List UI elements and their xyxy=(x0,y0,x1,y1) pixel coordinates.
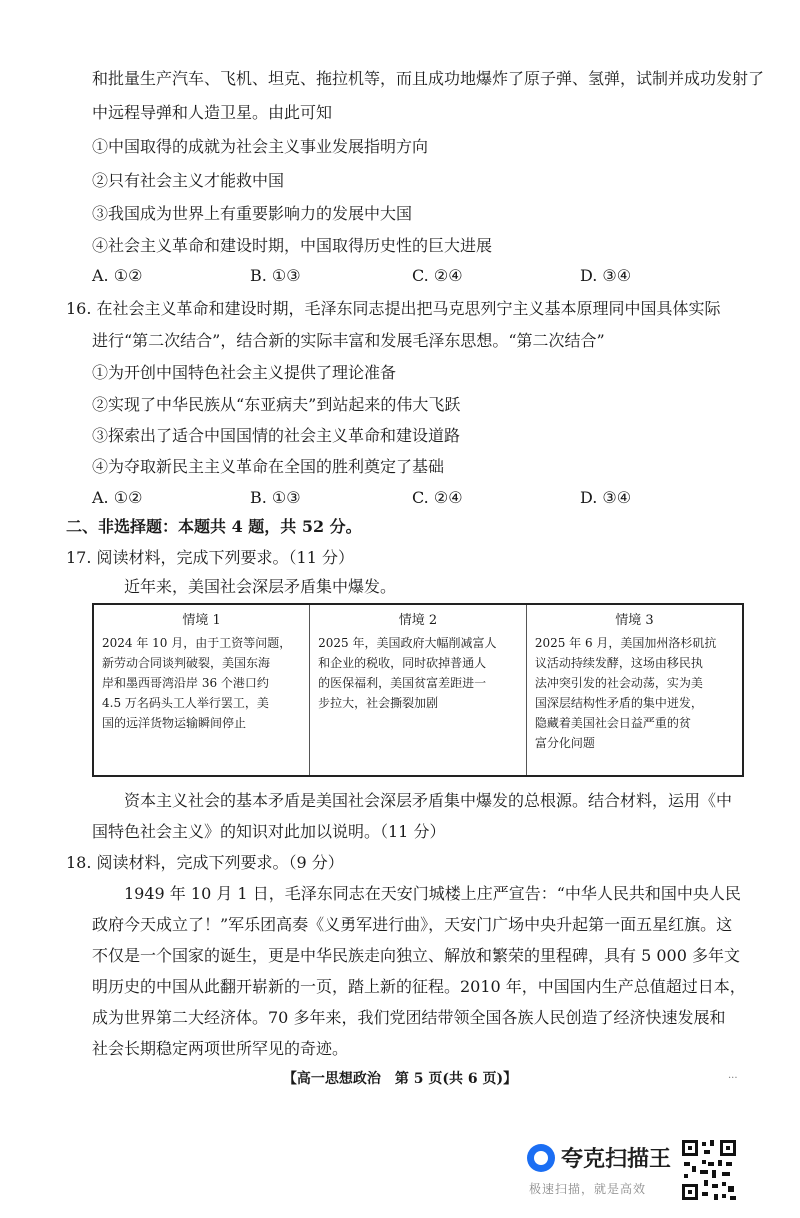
q18-material-line-6: 社会长期稳定两项世所罕见的奇迹。 xyxy=(92,1039,349,1058)
situations-table xyxy=(92,603,744,777)
q16-option-a[interactable]: A. ①② xyxy=(92,488,143,507)
situation-1-title: 情境 1 xyxy=(182,613,221,628)
q16-stem-line-1: 16. 在社会主义革命和建设时期，毛泽东同志提出把马克思列宁主义基本原理同中国具体实际 xyxy=(66,299,721,318)
situation-1-line: 岸和墨西哥湾沿岸 36 个港口约 xyxy=(102,676,269,690)
scanner-watermark xyxy=(527,1140,677,1202)
qr-code-icon xyxy=(680,1138,738,1202)
q16-statement-2: ②实现了中华民族从“东亚病夫”到站起来的伟大飞跃 xyxy=(92,395,461,414)
situation-3-line: 2025 年 6 月，美国加州洛杉矶抗 xyxy=(534,636,717,650)
q15-statement-2: ②只有社会主义才能救中国 xyxy=(92,171,285,190)
situation-3-line: 法冲突引发的社会动荡，实为美 xyxy=(534,676,703,690)
q16-option-d[interactable]: D. ③④ xyxy=(580,488,632,507)
situation-3-cell xyxy=(526,604,743,776)
q18-material-line-2: 政府今天成立了！”军乐团高奏《义勇军进行曲》，天安门广场中央升起第一面五星红旗。这 xyxy=(92,915,733,934)
q17-intro: 近年来，美国社会深层矛盾集中爆发。 xyxy=(124,577,397,596)
situation-2-line: 2025 年，美国政府大幅削减富人 xyxy=(318,636,497,650)
q17-question-line-2: 国特色社会主义》的知识对此加以说明。（11 分） xyxy=(92,822,446,841)
q15-statement-3: ③我国成为世界上有重要影响力的发展中大国 xyxy=(92,204,413,223)
q16-option-b[interactable]: B. ①③ xyxy=(250,488,301,507)
q18-stem: 18. 阅读材料，完成下列要求。（9 分） xyxy=(66,853,344,872)
page-footer: 【高一思想政治 第 5 页(共 6 页)】 xyxy=(282,1071,518,1087)
scanner-logo-icon xyxy=(527,1144,555,1172)
situation-1-line: 4.5 万名码头工人举行罢工，美 xyxy=(102,696,269,710)
situation-3-line: 国深层结构性矛盾的集中迸发， xyxy=(534,696,703,710)
q17-stem: 17. 阅读材料，完成下列要求。（11 分） xyxy=(66,548,354,567)
q18-material-line-1: 1949 年 10 月 1 日，毛泽东同志在天安门城楼上庄严宣告：“中华人民共和国中央人民 xyxy=(124,884,741,903)
q15-option-d[interactable]: D. ③④ xyxy=(580,266,632,285)
q15-stem-line-2: 中远程导弹和人造卫星。由此可知 xyxy=(92,103,333,122)
q16-statement-3: ③探索出了适合中国国情的社会主义革命和建设道路 xyxy=(92,426,461,445)
q18-material-line-4: 明历史的中国从此翻开崭新的一页，踏上新的征程。2010 年，中国国内生产总值超过日本， xyxy=(92,977,746,996)
scanner-slogan: 极速扫描，就是高效 xyxy=(529,1182,647,1196)
situation-1-line: 2024 年 10 月，由于工资等问题， xyxy=(102,636,292,650)
q15-statement-4: ④社会主义革命和建设时期，中国取得历史性的巨大进展 xyxy=(92,236,493,255)
situation-1-line: 新劳动合同谈判破裂，美国东海 xyxy=(102,656,271,670)
q16-option-c[interactable]: C. ②④ xyxy=(412,488,463,507)
q15-statement-1: ①中国取得的成就为社会主义事业发展指明方向 xyxy=(92,137,429,156)
footer-dots: ... xyxy=(728,1070,738,1081)
situation-3-title: 情境 3 xyxy=(615,613,654,628)
situation-2-title: 情境 2 xyxy=(398,613,438,628)
q15-option-a[interactable]: A. ①② xyxy=(92,266,143,285)
q15-stem-line-1: 和批量生产汽车、飞机、坦克、拖拉机等，而且成功地爆炸了原子弹、氢弹，试制并成功发射了 xyxy=(92,69,765,88)
situation-1-cell xyxy=(93,604,310,776)
q18-material-line-3: 不仅是一个国家的诞生，更是中华民族走向独立、解放和繁荣的里程碑，具有 5 000 多年文 xyxy=(92,946,740,965)
q16-stem-line-2: 进行“第二次结合”，结合新的实际丰富和发展毛泽东思想。“第二次结合” xyxy=(92,331,605,350)
section-2-heading: 二、非选择题：本题共 4 题，共 52 分。 xyxy=(66,517,362,536)
q15-option-c[interactable]: C. ②④ xyxy=(412,266,463,285)
q16-statement-4: ④为夺取新民主主义革命在全国的胜利奠定了基础 xyxy=(92,457,445,476)
situation-3-line: 隐藏着美国社会日益严重的贫 xyxy=(534,716,691,730)
q17-question-line-1: 资本主义社会的基本矛盾是美国社会深层矛盾集中爆发的总根源。结合材料，运用《中 xyxy=(124,791,733,810)
q15-option-b[interactable]: B. ①③ xyxy=(250,266,301,285)
scanner-name: 夸克扫描王 xyxy=(561,1147,672,1172)
q16-statement-1: ①为开创中国特色社会主义提供了理论准备 xyxy=(92,363,397,382)
situation-2-line: 和企业的税收，同时砍掉普通人 xyxy=(318,656,487,670)
situation-2-line: 的医保福利，美国贫富差距进一 xyxy=(318,676,487,690)
q18-material-line-5: 成为世界第二大经济体。70 多年来，我们党团结带领全国各族人民创造了经济快速发展和 xyxy=(92,1008,726,1027)
situation-1-line: 国的远洋货物运输瞬间停止 xyxy=(102,716,247,730)
situation-2-line: 步拉大，社会撕裂加剧 xyxy=(318,696,439,710)
situation-2-cell xyxy=(310,604,527,776)
situation-3-line: 富分化问题 xyxy=(534,736,595,750)
situation-3-line: 议活动持续发酵，这场由移民执 xyxy=(534,656,703,670)
